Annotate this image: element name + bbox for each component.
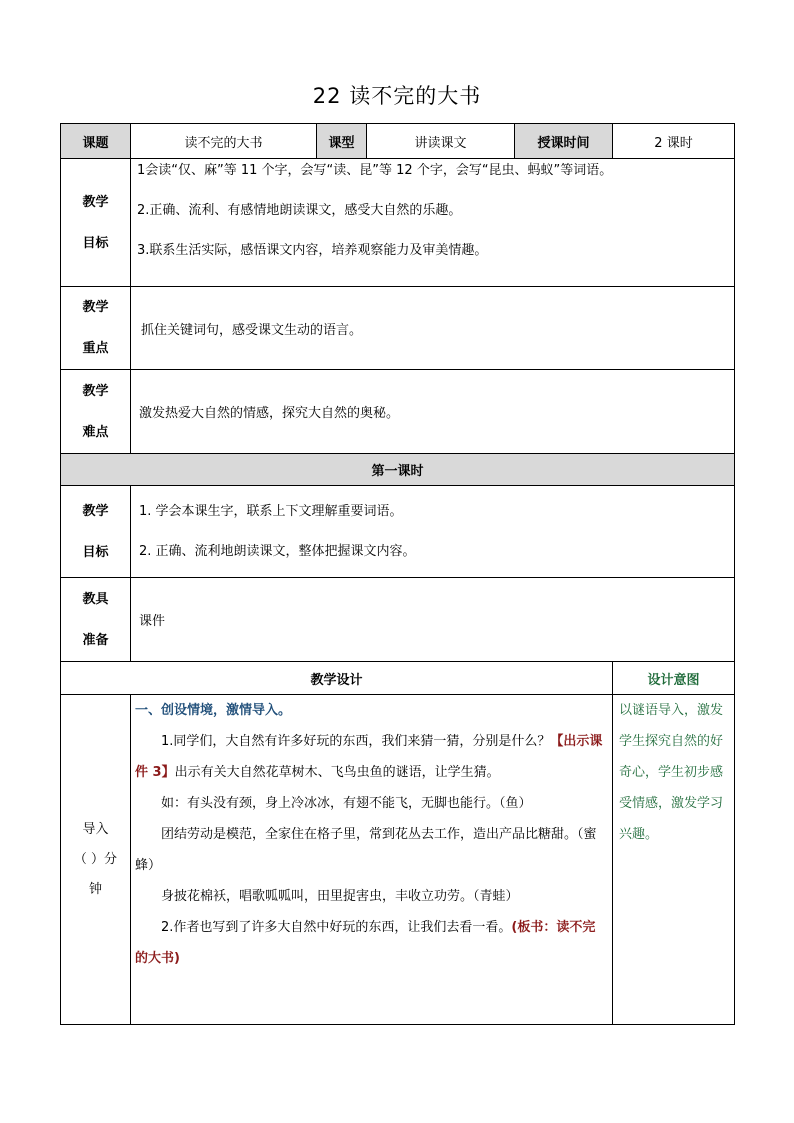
section-title: 一、创设情境，激情导入。 [135, 703, 292, 718]
period-goals-content [131, 486, 735, 578]
design-header: 教学设计 [61, 662, 613, 695]
period-goal-item: 2. 正确、流利地朗读课文，整体把握课文内容。 [139, 543, 416, 559]
intent-header: 设计意图 [613, 662, 735, 695]
materials-label: 教具 准备 [61, 578, 131, 662]
time-label: 授课时间 [515, 124, 613, 159]
lesson-label: 课题 [61, 124, 131, 159]
key-points-label: 教学 重点 [61, 287, 131, 370]
goals-content [131, 159, 735, 287]
lesson-plan-table [60, 123, 735, 1025]
goal-item: 3.联系生活实际，感悟课文内容，培养观察能力及审美情趣。 [137, 243, 488, 258]
time-value: 2 课时 [613, 124, 735, 159]
type-label: 课型 [317, 124, 367, 159]
riddle-2: 团结劳动是模范，全家住在格子里，常到花丛去工作，造出产品比糖甜。（蜜蜂） [135, 827, 597, 873]
goals-label: 教学 目标 [61, 159, 131, 287]
design-header-row [61, 662, 735, 695]
stage-label: 导入 （ ）分 钟 [61, 695, 131, 1025]
period-goals-label: 教学 目标 [61, 486, 131, 578]
design-body-row [61, 695, 735, 1025]
goal-item: 2.正确、流利、有感情地朗读课文，感受大自然的乐趣。 [137, 203, 462, 218]
blackboard-note: (板书：读不完的大书) [135, 920, 596, 966]
goals-row [61, 159, 735, 287]
design-content [131, 695, 613, 1025]
difficulties-label: 教学 难点 [61, 370, 131, 454]
lesson-value: 读不完的大书 [131, 124, 317, 159]
period-row [61, 454, 735, 486]
period-title: 第一课时 [61, 454, 735, 486]
key-points-text: 抓住关键词句，感受课文生动的语言。 [131, 287, 735, 370]
period-goals-row [61, 486, 735, 578]
riddle-3: 身披花棉袄，唱歌呱呱叫，田里捉害虫，丰收立功劳。（青蛙） [161, 889, 519, 904]
paragraph-1: 1.同学们，大自然有许多好玩的东西，我们来猜一猜，分别是什么？【出示课件 3】出示有关大自然花草树木、飞鸟虫鱼的谜语，让学生猜。 [135, 734, 603, 780]
materials-text: 课件 [131, 578, 735, 662]
key-points-row [61, 287, 735, 370]
courseware-note: 【出示课件 3】 [135, 734, 603, 780]
intent-text: 以谜语导入，激发学生探究自然的好奇心，学生初步感受情感，激发学习兴趣。 [613, 695, 735, 1025]
paragraph-2: 2.作者也写到了许多大自然中好玩的东西，让我们去看一看。(板书：读不完的大书) [135, 920, 596, 966]
type-value: 讲读课文 [367, 124, 515, 159]
goal-item: 1会读“仅、麻”等 11 个字，会写“读、昆”等 12 个字，会写“昆虫、蚂蚁”等词语。 [137, 163, 613, 178]
riddle-1: 如：有头没有颈，身上冷冰冰，有翅不能飞，无脚也能行。（鱼） [161, 796, 532, 811]
period-goal-item: 1. 学会本课生字，联系上下文理解重要词语。 [139, 503, 403, 519]
page-title: 22 读不完的大书 [312, 84, 482, 108]
materials-row [61, 578, 735, 662]
difficulties-row [61, 370, 735, 454]
difficulties-text: 激发热爱大自然的情感，探究大自然的奥秘。 [131, 370, 735, 454]
